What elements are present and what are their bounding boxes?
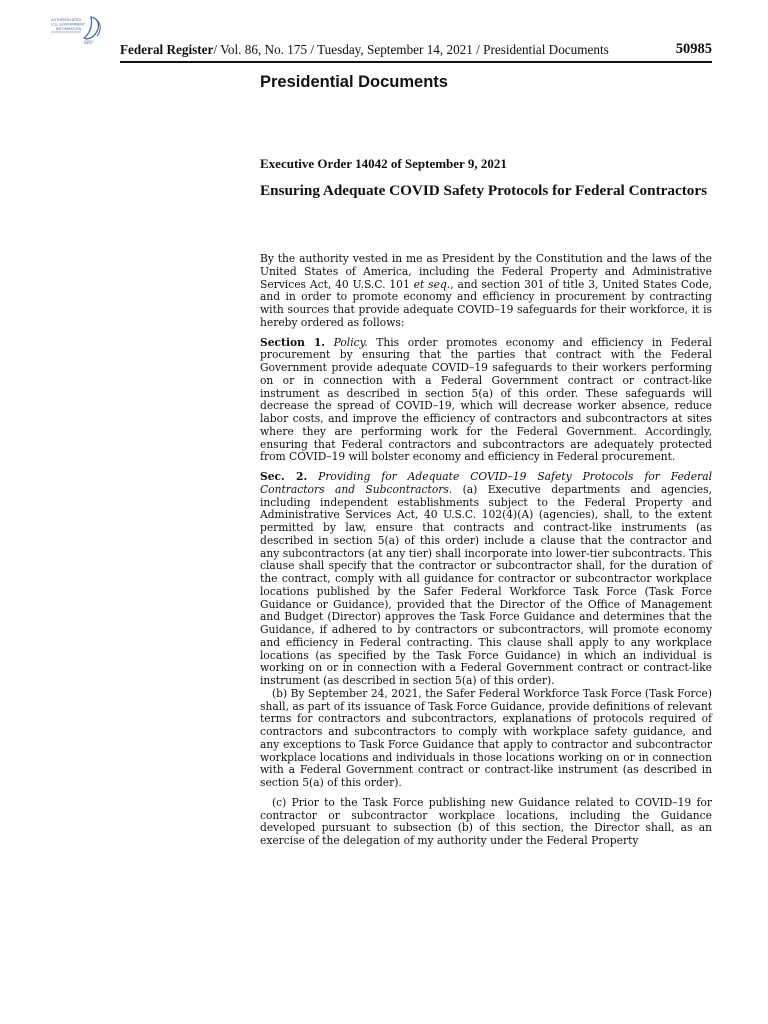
publication-name: Federal Register <box>120 42 214 57</box>
running-head <box>120 42 712 58</box>
section-2a <box>260 471 712 688</box>
page-number: 50985 <box>675 41 712 57</box>
executive-order-number: Executive Order 14042 of September 9, 2021 <box>260 156 507 171</box>
preamble <box>260 253 712 330</box>
section-title: Presidential Documents <box>260 73 448 91</box>
section-2b: (b) By September 24, 2021, the Safer Federal Workforce Task Force (Task Force) shall, as part of its issuance of Task Force Guidance, provide definitions of relevant terms for contractors and subcontractors, explanations of protocols required of contractors and subcontractors to comply with workplace safety guidance, and any exceptions to Task Force Guidance that apply to contractor and subcontractor workplace locations and individuals in those locations working on or in connection with a Federal Government contract or contract-like instrument (as described in section 5(a) of this order). <box>260 686 712 789</box>
seal-line-3: INFORMATION <box>56 27 82 31</box>
issue-details: / Vol. 86, No. 175 / Tuesday, September 14, 2021 / Presidential Documents <box>213 42 609 57</box>
gpo-authenticated-seal <box>51 13 107 45</box>
section-1-label: Section 1. <box>260 335 325 349</box>
section-2a-text: (a) Executive departments and agencies, including independent establishments subject to the Federal Property and Administrative Services Act, 40 U.S.C. 102(4)(A) (agencies), shall, to the extent permitted by law, ensure that contracts and contract-like instruments (as described in section 5(a) of this order) include a clause that the contractor and any subcontractors (at any tier) shall incorporate into lower-tier subcontracts. This clause shall specify that the contractor or subcontractor shall, for the duration of the contract, comply with all guidance for contractor or subcontractor workplace locations published by the Safer Federal Workforce Task Force (Task Force Guidance or Guidance), provided that the Director of the Office of Management and Budget (Director) approves the Task Force Guidance and determines that the Guidance, if adhered to by contractors or subcontractors, will promote economy and efficiency in Federal contracting. This clause shall apply to any workplace locations (as specified by the Task Force Guidance) in which an individual is working on or in connection with a Federal Government contract or contract-like instrument (as described in section 5(a) of this order). <box>260 482 712 687</box>
section-1 <box>260 337 712 465</box>
section-1-text: This order promotes economy and efficiency in Federal procurement by ensuring that the parties that contract with the Federal Government provide adequate COVID–19 safeguards to their workers performing on or in connection with a Federal Government contract or contract-like instrument as described in section 5(a) of this order. These safeguards will decrease the spread of COVID–19, which will decrease worker absence, reduce labor costs, and improve the efficiency of contractors and subcontractors at sites where they are performing work for the Federal Government. Accordingly, ensuring that Federal contractors and subcontractors are adequately protected from COVID–19 will bolster economy and efficiency in Federal procurement. <box>260 335 712 464</box>
seal-line-2: U.S. GOVERNMENT <box>51 22 86 27</box>
preamble-start: By the authority vested in me as President by the Constitution and the laws of the United States of America, including the Federal Property and Administrative Services Act, 40 U.S.C. 101 <box>260 252 712 291</box>
gpo-authenticated-seal-icon <box>51 13 107 45</box>
executive-order-title: Ensuring Adequate COVID Safety Protocols for Federal Contractors <box>260 182 708 199</box>
section-2-heading: Providing for Adequate COVID–19 Safety Protocols for Federal Contractors and Subcontractors. <box>260 470 712 496</box>
seal-line-1: AUTHENTICATED <box>51 18 82 22</box>
section-1-heading: Policy. <box>333 335 368 349</box>
header-rule <box>120 61 712 63</box>
preamble-end: , and section 301 of title 3, United States Code, and in order to promote economy and efficiency in procurement by contracting with sources that provide adequate COVID–19 safeguards for their workforce, it is hereby ordered as follows: <box>260 277 713 329</box>
section-2-label: Sec. 2. <box>260 470 308 483</box>
running-head-text <box>120 42 609 58</box>
seal-line-4: GPO <box>84 40 93 45</box>
section-2c: (c) Prior to the Task Force publishing new Guidance related to COVID–19 for contractor or subcontractor workplace locations, including the Guidance developed pursuant to subsection (b) of this section, the Director shall, as an exercise of the delegation of my authority under the Federal Property <box>260 795 712 847</box>
preamble-citation-italic: et seq. <box>413 277 451 291</box>
order-body <box>260 253 712 848</box>
